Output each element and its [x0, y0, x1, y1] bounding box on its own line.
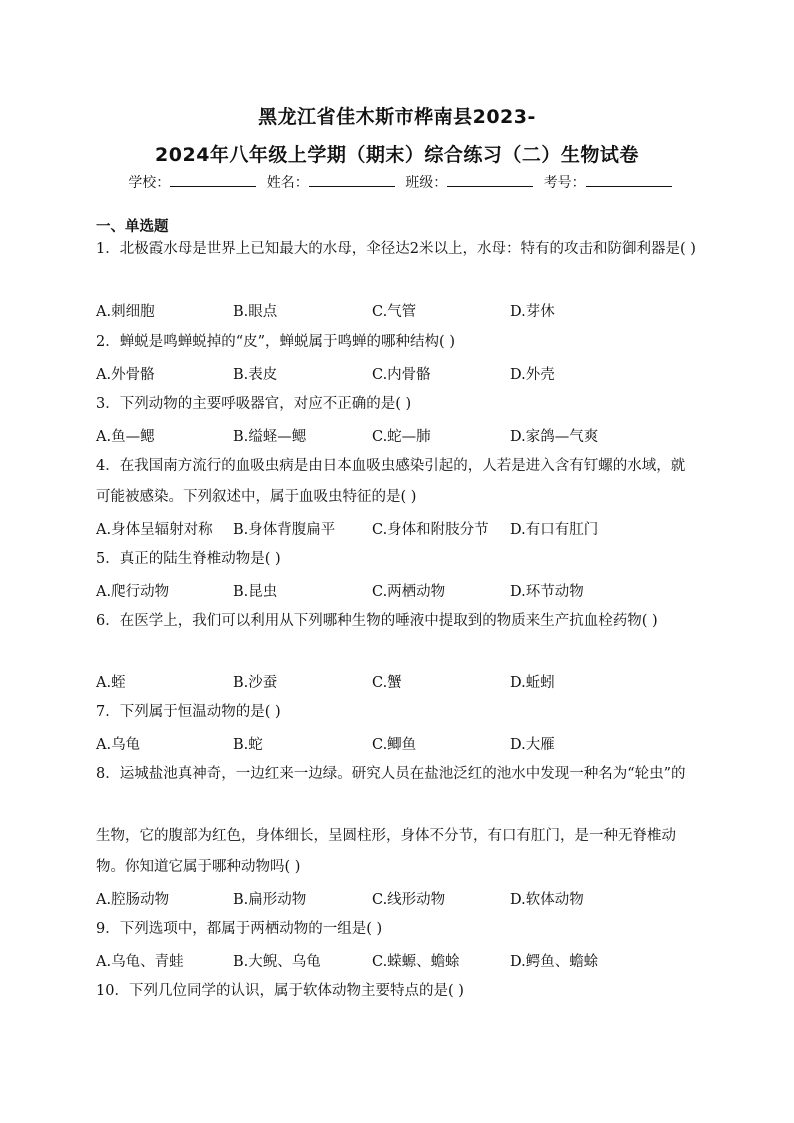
option-b: B.沙蚕: [233, 675, 278, 691]
name-blank: [309, 174, 395, 187]
option-a: A.乌龟、青蛙: [96, 954, 184, 970]
question-6: 6．在医学上，我们可以利用从下列哪种生物的唾液中提取到的物质来生产抗血栓药物( ): [96, 613, 658, 629]
option-a: A.鱼—鳃: [96, 429, 155, 445]
question-3: 3．下列动物的主要呼吸器官，对应不正确的是( ): [96, 396, 412, 412]
question-5: 5．真正的陆生脊椎动物是( ): [96, 551, 281, 567]
option-c: C.内骨骼: [372, 367, 431, 383]
option-d: D.鳄鱼、蟾蜍: [510, 954, 599, 970]
section-title: 一、单选题: [96, 219, 169, 235]
options-6: [96, 671, 696, 693]
name-label: 姓名：: [266, 175, 309, 191]
class-blank: [447, 174, 533, 187]
question-4: 4．在我国南方流行的血吸虫病是由日本血吸虫感染引起的，人若是进入含有钉螺的水域，就可能被感染。下列叙述中，属于血吸虫特征的是( ): [96, 458, 686, 505]
option-b: B.眼点: [233, 304, 278, 320]
school-label: 学校：: [128, 175, 171, 191]
option-a: A.乌龟: [96, 737, 141, 753]
option-b: B.蛇: [233, 737, 263, 753]
question-10: 10．下列几位同学的认识，属于软体动物主要特点的是( ): [96, 983, 464, 999]
option-d: D.芽休: [510, 304, 555, 320]
option-c: C.线形动物: [372, 892, 446, 908]
title-line-1: 黑龙江省佳木斯市桦南县2023-: [258, 106, 536, 128]
option-d: D.大雁: [510, 737, 555, 753]
option-c: C.蟹: [372, 675, 402, 691]
option-b: B.大鲵、乌龟: [233, 954, 321, 970]
option-c: C.身体和附肢分节: [372, 522, 489, 538]
student-info-row: [0, 172, 794, 192]
title-line-2: 2024年八年级上学期（期末）综合练习（二）生物试卷: [155, 144, 639, 166]
question-2: 2．蝉蜕是鸣蝉蜕掉的“皮”，蝉蜕属于鸣蝉的哪种结构( ): [96, 334, 455, 350]
options-4: [96, 518, 696, 540]
exam-number-blank: [586, 174, 672, 187]
options-7: [96, 733, 696, 755]
option-c: C.鲫鱼: [372, 737, 417, 753]
option-d: D.环节动物: [510, 584, 584, 600]
option-d: D.有口有肛门: [510, 522, 599, 538]
option-b: B.表皮: [233, 367, 278, 383]
option-a: A.爬行动物: [96, 584, 170, 600]
options-8: [96, 888, 696, 910]
class-label: 班级：: [405, 175, 448, 191]
school-blank: [170, 174, 256, 187]
option-d: D.外壳: [510, 367, 555, 383]
options-1: [96, 300, 696, 322]
option-c: C.蝾螈、蟾蜍: [372, 954, 460, 970]
option-b: B.扁形动物: [233, 892, 307, 908]
options-9: [96, 950, 696, 972]
option-a: A.外骨骼: [96, 367, 155, 383]
option-a: A.腔肠动物: [96, 892, 170, 908]
option-a: A.刺细胞: [96, 304, 155, 320]
option-c: C.蛇—肺: [372, 429, 431, 445]
option-b: B.昆虫: [233, 584, 278, 600]
options-2: [96, 363, 696, 385]
options-5: [96, 580, 696, 602]
option-b: B.缢蛏—鳃: [233, 429, 307, 445]
exam-number-label: 考号：: [543, 175, 586, 191]
option-c: C.两栖动物: [372, 584, 446, 600]
question-8-part-2: 生物，它的腹部为红色，身体细长，呈圆柱形，身体不分节，有口有肛门，是一种无脊椎动物。你知道它属于哪种动物吗( ): [96, 828, 676, 875]
option-b: B.身体背腹扁平: [233, 522, 336, 538]
option-c: C.气管: [372, 304, 417, 320]
question-9: 9．下列选项中，都属于两栖动物的一组是( ): [96, 921, 383, 937]
options-3: [96, 425, 696, 447]
option-d: D.家鸽—气爽: [510, 429, 599, 445]
option-a: A.身体呈辐射对称: [96, 522, 213, 538]
question-8-part-1: 8．运城盐池真神奇，一边红来一边绿。研究人员在盐池泛红的池水中发现一种名为“轮虫”的: [96, 766, 686, 782]
option-a: A.蛭: [96, 675, 126, 691]
option-d: D.蚯蚓: [510, 675, 555, 691]
option-d: D.软体动物: [510, 892, 584, 908]
question-7: 7．下列属于恒温动物的是( ): [96, 704, 281, 720]
question-1: 1．北极霞水母是世界上已知最大的水母，伞径达2米以上，水母：特有的攻击和防御利器是( ): [96, 241, 696, 257]
